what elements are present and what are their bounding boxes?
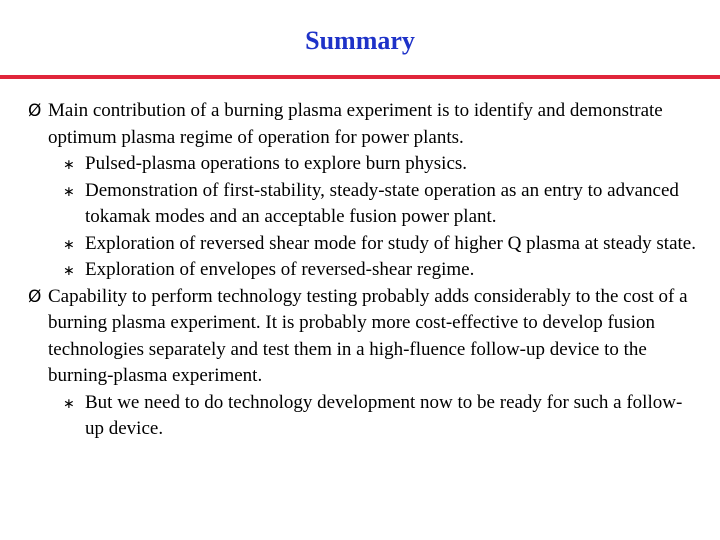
sub-bullet-item <box>63 151 698 178</box>
asterisk-icon: ∗ <box>63 236 75 253</box>
sub-bullet-text: Pulsed-plasma operations to explore burn physics. <box>85 153 468 174</box>
bullet-list <box>28 98 698 443</box>
bullet-text: Main contribution of a burning plasma experiment is to identify and demonstrate optimum plasma regime of operation for power plants. <box>48 100 663 148</box>
sub-bullet-item <box>63 390 698 443</box>
bullet-item-main-contribution <box>28 98 698 151</box>
sub-bullet-text: But we need to do technology development now to be ready for such a follow-up device. <box>85 391 683 439</box>
sub-bullet-text: Exploration of reversed shear mode for study of higher Q plasma at steady state. <box>85 232 696 254</box>
arrow-right-icon: Ø <box>28 286 42 307</box>
sub-bullet-item <box>63 178 698 231</box>
arrow-right-icon: Ø <box>28 101 42 121</box>
asterisk-icon: ∗ <box>63 157 75 173</box>
title-divider <box>0 75 720 79</box>
page-title: Summary <box>305 26 415 55</box>
bullet-text: Capability to perform technology testing probably adds considerably to the cost of a burning plasma experiment. It is probably more cost-effective to develop fusion technologies separately and test them in a high-fluence follow-up device to the burning-plasma experiment. <box>48 285 688 386</box>
sub-bullet-text: Demonstration of first-stability, steady-state operation as an entry to advanced tokamak modes and an acceptable fusion power plant. <box>85 179 679 227</box>
asterisk-icon: ∗ <box>63 395 75 412</box>
sub-bullet-text: Exploration of envelopes of reversed-shear regime. <box>85 259 475 280</box>
bullet-item-technology-testing <box>28 284 698 390</box>
sub-bullet-item <box>63 231 698 258</box>
asterisk-icon: ∗ <box>63 263 75 279</box>
sub-bullet-item <box>63 257 698 284</box>
asterisk-icon: ∗ <box>63 183 75 200</box>
